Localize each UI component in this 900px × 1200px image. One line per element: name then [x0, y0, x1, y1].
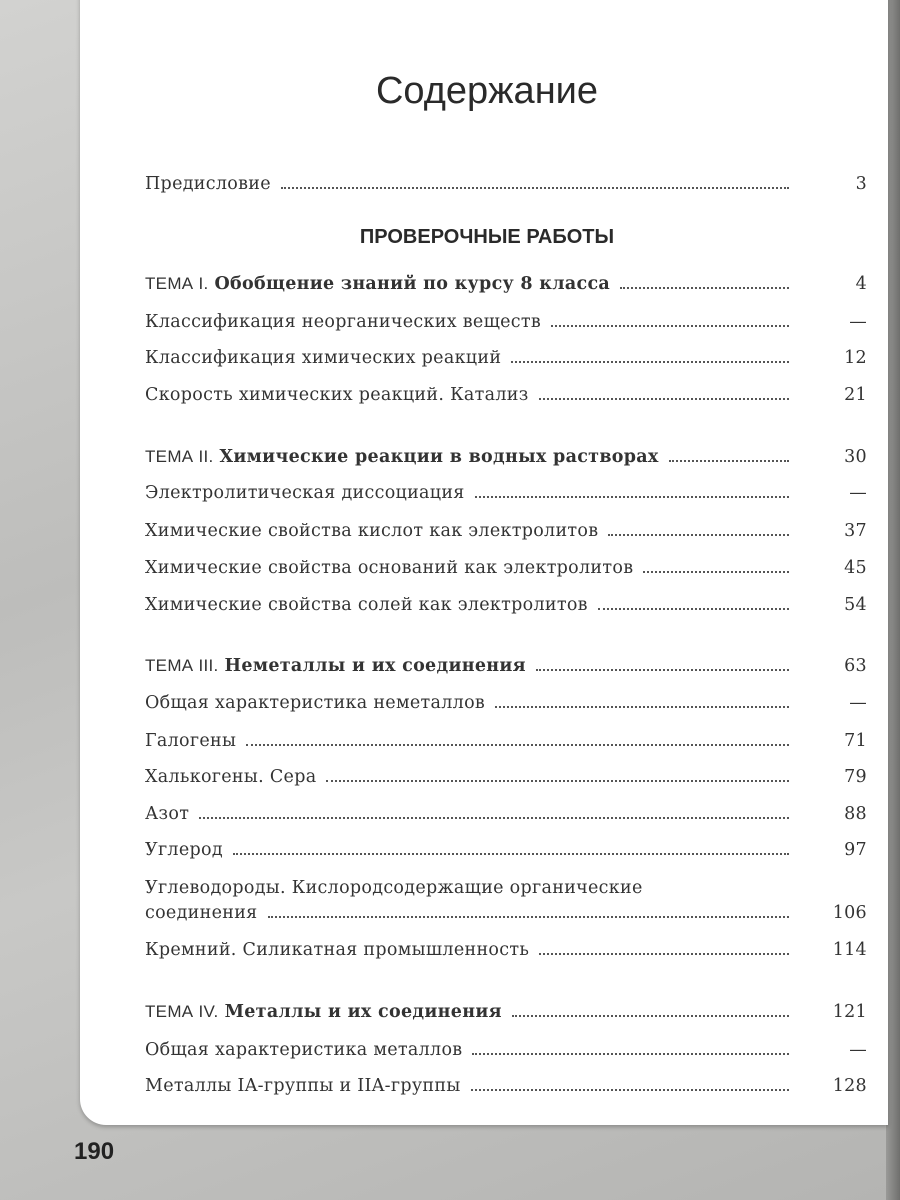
toc-entry-page: 128 [832, 1076, 867, 1096]
toc-entry-label: Химические свойства оснований как электролитов [145, 558, 634, 578]
toc-entry-page: 54 [844, 595, 867, 615]
toc-entry-page: 106 [832, 903, 867, 923]
leader-dots [495, 706, 789, 708]
leader-dots [539, 398, 789, 400]
toc-entry [145, 834, 867, 860]
toc-entry-page: 88 [844, 804, 867, 824]
leader-dots [536, 669, 789, 671]
leader-dots [281, 187, 789, 189]
leader-dots [512, 1015, 789, 1017]
toc-entry-page: 4 [855, 274, 867, 294]
toc-entry-page: — [849, 1040, 867, 1060]
topic-prefix: ТЕМА III. [145, 656, 219, 675]
leader-dots [539, 953, 789, 955]
toc-entry [145, 589, 867, 615]
topic-prefix: ТЕМА II. [145, 447, 214, 466]
leader-dots [268, 916, 789, 918]
toc-entry [145, 897, 867, 923]
toc-entry-label: Кремний. Силикатная промышленность [145, 940, 530, 960]
toc-entry-page: 71 [844, 731, 867, 751]
toc-entry-page: 45 [844, 558, 867, 578]
toc-entry [145, 798, 867, 824]
toc-entry [145, 1034, 867, 1060]
toc-entry-page: 30 [844, 447, 867, 467]
toc-topic-label [145, 274, 610, 294]
leader-dots [511, 361, 789, 363]
toc-entry-page: 12 [844, 348, 867, 368]
leader-dots [471, 1089, 789, 1091]
leader-dots [233, 853, 789, 855]
toc-entry-label: Галогены [145, 731, 237, 751]
page-number: 190 [74, 1138, 115, 1165]
leader-dots [472, 1053, 789, 1055]
toc-topic-entry [145, 650, 867, 676]
leader-dots [620, 287, 789, 289]
toc-entry [145, 1070, 867, 1096]
toc-entry-page: 37 [844, 521, 867, 541]
toc-topic-label [145, 447, 659, 467]
topic-title: Химические реакции в водных растворах [219, 447, 659, 467]
page-title: Содержание [375, 70, 599, 112]
toc-entry-page: 3 [855, 174, 867, 194]
toc-entry-label: Химические свойства солей как электролитов [145, 595, 588, 615]
toc-entry [145, 342, 867, 368]
toc-entry-page: — [849, 483, 867, 503]
toc-entry [145, 761, 867, 787]
toc-topic-entry [145, 268, 867, 294]
toc-entry [145, 687, 867, 713]
toc-entry-label: Углерод [145, 840, 223, 860]
toc-entry-label: Халькогены. Сера [145, 767, 317, 787]
toc-entry-page: — [849, 693, 867, 713]
toc-entry-label: Углеводороды. Кислородсодержащие органические [145, 878, 643, 898]
toc-entry-page: 97 [844, 840, 867, 860]
toc-entry-page: 121 [832, 1002, 867, 1022]
toc-topic-entry [145, 996, 867, 1022]
toc-entry-label: Электролитическая диссоциация [145, 483, 465, 503]
toc-entry-label: Предисловие [145, 174, 271, 194]
toc-entry-page: — [849, 312, 867, 332]
leader-dots [246, 744, 789, 746]
toc-entry-label: Классификация химических реакций [145, 348, 502, 368]
toc-entry-label: Химические свойства кислот как электролитов [145, 521, 599, 541]
topic-title: Неметаллы и их соединения [224, 656, 526, 676]
toc-entry-page: 114 [832, 940, 867, 960]
toc-topic-label [145, 656, 526, 676]
toc-entry [145, 477, 867, 503]
toc-entry-page: 63 [844, 656, 867, 676]
toc-entry-line1 [145, 872, 867, 898]
toc-topic-entry [145, 441, 867, 467]
topic-title: Обобщение знаний по курсу 8 класса [214, 274, 611, 294]
leader-dots [326, 780, 789, 782]
topic-prefix: ТЕМА IV. [145, 1002, 219, 1021]
topic-prefix: ТЕМА I. [145, 274, 209, 293]
toc-entry-label: Азот [145, 804, 190, 824]
toc-entry-preface [145, 168, 867, 194]
toc-entry-label: Классификация неорганических веществ [145, 312, 542, 332]
toc-topic-label [145, 1002, 502, 1022]
leader-dots [669, 460, 789, 462]
toc-entry [145, 934, 867, 960]
leader-dots [475, 496, 789, 498]
book-spine-edge [886, 0, 900, 1200]
toc-entry [145, 379, 867, 405]
leader-dots [608, 534, 789, 536]
topic-title: Металлы и их соединения [224, 1002, 502, 1022]
section-heading: ПРОВЕРОЧНЫЕ РАБОТЫ [359, 226, 615, 248]
toc-entry [145, 515, 867, 541]
leader-dots [199, 817, 789, 819]
leader-dots [551, 325, 789, 327]
leader-dots [643, 571, 789, 573]
toc-entry-label: Скорость химических реакций. Катализ [145, 385, 529, 405]
leader-dots [598, 608, 789, 610]
toc-entry [145, 725, 867, 751]
toc-entry-page: 79 [844, 767, 867, 787]
toc-entry [145, 306, 867, 332]
toc-entry-page: 21 [844, 385, 867, 405]
toc-entry-label: Металлы IA-группы и IIA-группы [145, 1076, 461, 1096]
toc-entry [145, 552, 867, 578]
toc-entry-label: Общая характеристика металлов [145, 1040, 463, 1060]
toc-entry-label: соединения [145, 903, 258, 923]
toc-entry-label: Общая характеристика неметаллов [145, 693, 486, 713]
